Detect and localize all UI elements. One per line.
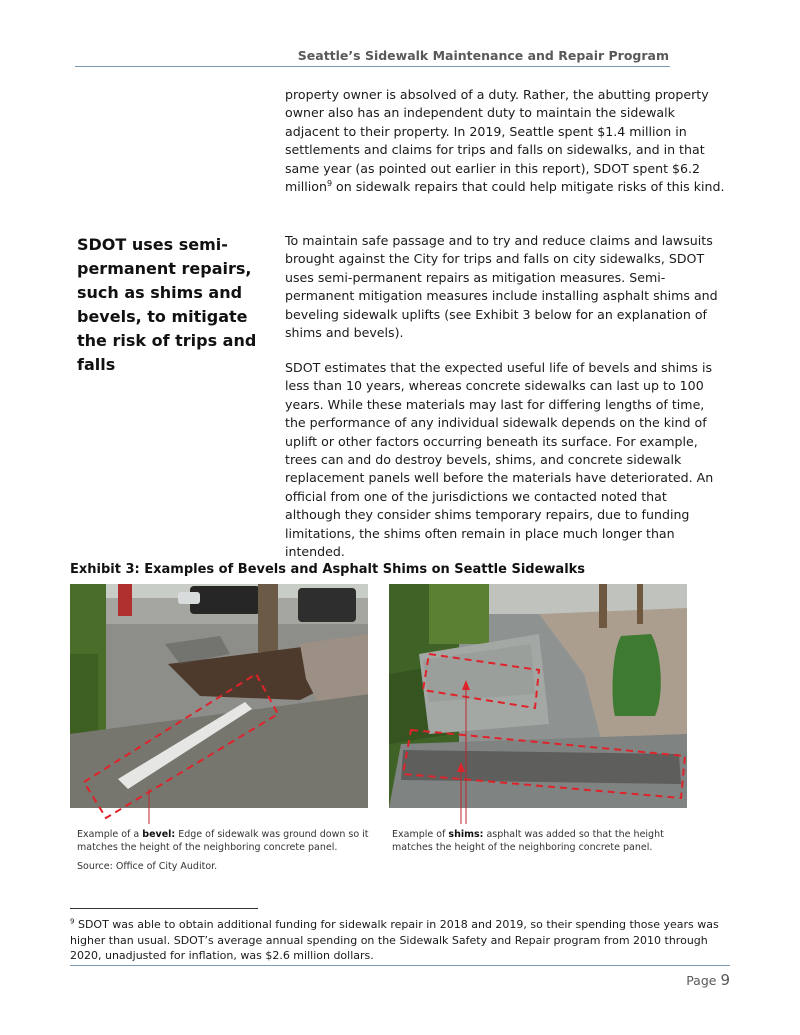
body-paragraph-1 <box>285 86 725 196</box>
caption-term: shims: <box>448 829 484 840</box>
shim-highlight-box-lower <box>403 730 685 798</box>
exhibit-source: Source: Office of City Auditor. <box>77 861 218 872</box>
caption-text: asphalt was added so that the height matches the height of the neighboring concrete panel. <box>392 829 664 853</box>
body-paragraph-2: To maintain safe passage and to try and reduce claims and lawsuits brought against the City for trips and falls on city sidewalks, SDOT uses semi-permanent repairs as mitigation measures. Semi-permanent mitigation measures include installing asphalt shims and beveling sidewalk uplifts (see Exhibit 3 below for an explanation of shims and bevels). <box>285 233 718 341</box>
footnote-text: SDOT was able to obtain additional funding for sidewalk repair in 2018 and 2019, so their spending those years was higher than usual. SDOT’s average annual spending on the Sidewalk Safety and Repair program from 2010 through 2020, unadjusted for inflation, was $2.6 million dollars. <box>70 918 719 962</box>
bevel-annotation-overlay <box>70 584 368 824</box>
footnote-divider <box>70 908 258 909</box>
body-paragraph-3: SDOT estimates that the expected useful life of bevels and shims is less than 10 years, whereas concrete sidewalks can last up to 100 years. While these materials may last for differing lengths of time, the performance of any individual sidewalk depends on the kind of uplift or other factors occurring beneath its surface. For example, trees can and do destroy bevels, shims, and concrete sidewalk replacement panels well before the materials have deteriorated. An official from one of the jurisdictions we contacted noted that although they consider shims temporary repairs, due to funding limitations, the shims often remain in place much longer than intended. <box>285 360 714 560</box>
shim-caption <box>392 829 682 854</box>
page-number-value: 9 <box>720 971 730 989</box>
caption-prefix: Example of <box>392 829 449 840</box>
footnote-ref[interactable]: 9 <box>326 178 333 188</box>
running-header: Seattle’s Sidewalk Maintenance and Repair Program <box>297 48 669 63</box>
exhibit-title: Exhibit 3: Examples of Bevels and Asphalt Shims on Seattle Sidewalks <box>70 562 586 577</box>
shim-annotation-overlay <box>389 584 689 824</box>
page-number <box>686 971 730 989</box>
sidebar-callout: SDOT uses semi-permanent repairs, such as shims and bevels, to mitigate the risk of trips and falls <box>77 235 257 374</box>
paragraph-text: property owner is absolved of a duty. Rather, the abutting property owner also has an independent duty to maintain the sidewalk adjacent to their property. In 2019, Seattle spent $1.4 million in settlements and claims for trips and falls on sidewalks, and in that same year (as pointed out earlier in this report), SDOT spent $6.2 million <box>285 87 709 195</box>
header-divider <box>75 66 670 67</box>
caption-prefix: Example of a <box>77 829 143 840</box>
shim-highlight-box-upper <box>423 654 539 708</box>
caption-text: Edge of sidewalk was ground down so it matches the height of the neighboring concrete panel. <box>77 829 369 853</box>
bevel-highlight-box <box>84 674 278 818</box>
footnote-number: 9 <box>70 917 75 926</box>
paragraph-text: on sidewalk repairs that could help mitigate risks of this kind. <box>332 179 725 195</box>
footnote <box>70 917 735 964</box>
footer-divider <box>70 965 730 966</box>
bevel-caption <box>77 829 377 854</box>
caption-term: bevel: <box>142 829 176 840</box>
page-label-text: Page <box>686 973 721 988</box>
